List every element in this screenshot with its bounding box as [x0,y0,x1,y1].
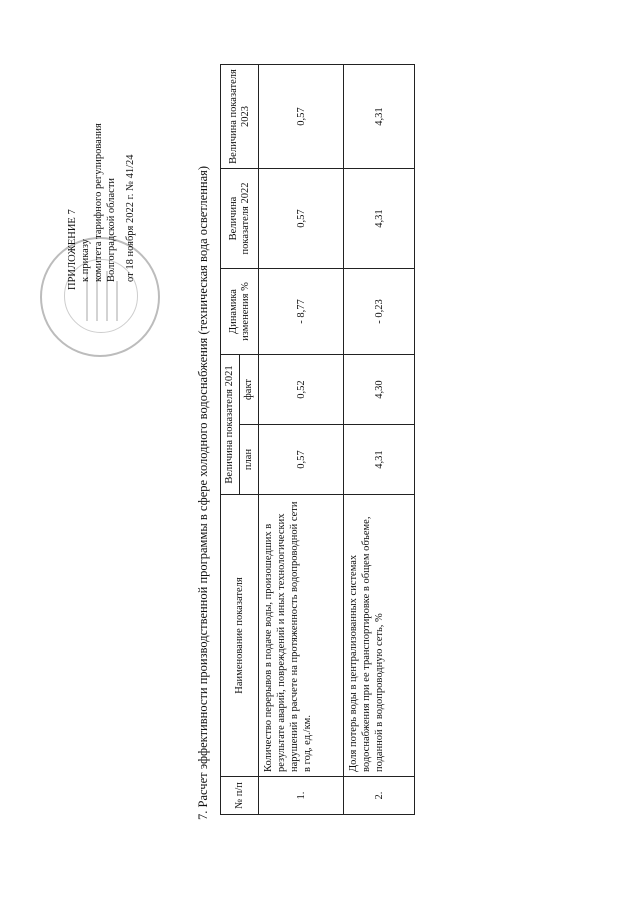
header-fact: факт [240,355,259,425]
header-name: Наименование показателя [221,495,259,777]
row-value-2022: 0,57 [259,169,344,269]
row-value-2023: 4,31 [344,65,415,169]
row-dynamics: - 8,77 [259,269,344,355]
appendix-date: от 18 ноября 2022 г. № 41/24 [125,154,136,282]
row-indicator-name: Количество перерывов в подаче воды, произошедших в результате аварий, повреждений и иных технологических нарушений в расчете на протяженность водопроводной сети в год, ед./км. [259,495,344,777]
row-num: 1. [259,777,344,815]
indicators-table [220,64,415,815]
table-row [344,65,415,815]
row-plan: 4,31 [344,425,415,495]
row-fact: 0,52 [259,355,344,425]
appendix-header [66,123,137,290]
header-value-2022: Величина показателя 2022 [221,169,259,269]
page-title: 7. Расчет эффективности производственной программы в сфере холодного водоснабжения (техническая вода осветленная) [196,165,210,820]
table-header-row [221,65,240,815]
appendix-number: ПРИЛОЖЕНИЕ 7 [67,209,78,290]
appendix-committee: комитета тарифного регулирования [93,123,104,282]
appendix-region: Волгоградской области [106,177,117,282]
appendix-order: к приказу [80,239,91,282]
row-dynamics: - 0,23 [344,269,415,355]
header-dynamics: Динамика изменения % [221,269,259,355]
row-plan: 0,57 [259,425,344,495]
header-plan: план [240,425,259,495]
row-indicator-name: Доля потерь воды в централизованных системах водоснабжения при ее транспортировке в общем объеме, поданной в водопроводную сеть, % [344,495,415,777]
row-value-2022: 4,31 [344,169,415,269]
table-row [259,65,344,815]
header-value-2023: Величина показателя 2023 [221,65,259,169]
row-value-2023: 0,57 [259,65,344,169]
header-value-2021: Величина показателя 2021 [221,355,240,495]
row-num: 2. [344,777,415,815]
row-fact: 4,30 [344,355,415,425]
header-num: № п/п [221,777,259,815]
